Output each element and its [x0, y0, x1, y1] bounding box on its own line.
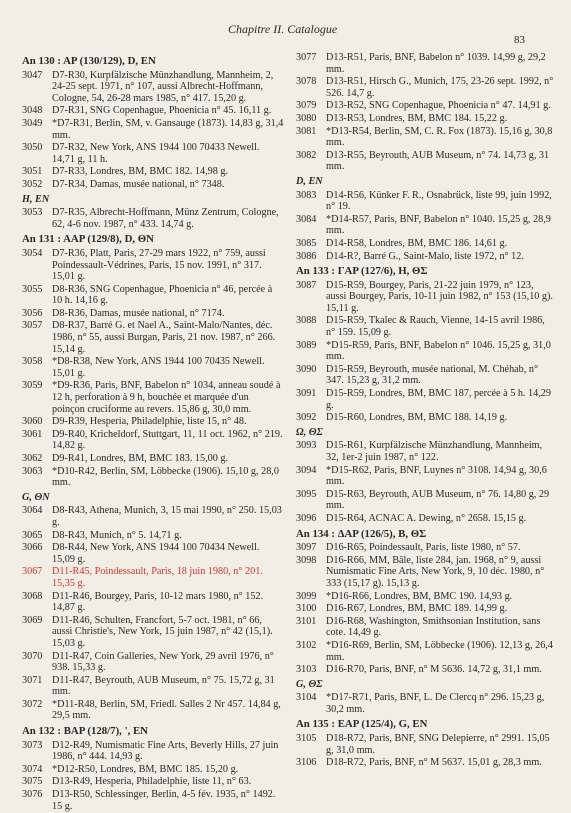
catalogue-entry	[22, 179, 284, 191]
year-heading: An 135 : EAP (125/4), G, EN	[296, 718, 428, 731]
catalogue-entry	[296, 440, 554, 463]
sub-heading: G, ΘΣ	[296, 678, 323, 690]
entry-text: *D15-R62, Paris, BNF, Luynes n° 3108. 14,94 g, 30,6 mm.	[326, 464, 547, 488]
running-title: Chapitre II. Catalogue	[228, 22, 338, 36]
entry-text: *D8-R38, New York, ANS 1944 100 70435 Newell. 15,01 g.	[52, 356, 265, 379]
entry-number: 3101	[296, 615, 317, 627]
catalogue-entry	[296, 733, 554, 756]
entry-number: 3056	[22, 307, 43, 319]
catalogue-entry	[22, 105, 284, 117]
entry-number: 3062	[22, 453, 43, 464]
entry-text: D8-R36, SNG Copenhague, Phoenicia n° 46, percée à 10 h. 14,16 g.	[52, 283, 273, 307]
entry-text: D8-R36, Damas, musée national, n° 7174.	[52, 307, 225, 319]
year-heading: An 133 : ΓAP (127/6), H, ΘΣ	[296, 265, 428, 278]
entry-number: 3098	[296, 554, 317, 566]
entry-text: D8-R43, Munich, n° 5. 14,71 g.	[52, 529, 182, 541]
entry-text: D7-R35, Albrecht-Hoffmann, Münz Zentrum, Cologne, 62, 4-6 nov. 1987, n° 433. 14,74 g.	[52, 207, 279, 230]
catalogue-entry	[296, 76, 554, 99]
entry-text: D15-R59, Bourgey, Paris, 21-22 juin 1979, n° 123, aussi Bourgey, Paris, 10-11 juin 1982, n° 153 (15,10 g). 15,11 g.	[326, 279, 553, 314]
catalogue-entry	[296, 340, 554, 363]
entry-number: 3082	[296, 149, 317, 161]
entry-number: 3095	[296, 488, 317, 500]
entry-number: 3054	[22, 247, 43, 259]
entry-number: 3094	[296, 464, 317, 476]
entry-number: 3079	[296, 100, 317, 112]
entry-text: *D16-R66, Londres, BM, BMC 190. 14,93 g.	[326, 590, 513, 602]
entry-number: 3102	[296, 639, 317, 651]
entry-number: 3080	[296, 112, 317, 124]
entry-text: D11-R46, Schulten, Francfort, 5-7 oct. 1981, n° 66, aussi Christie's, New York, 15 juin 1987, n° 42 (15,1). 15,03 g.	[52, 614, 273, 649]
catalogue-entry	[296, 412, 554, 424]
catalogue-entry	[22, 615, 284, 650]
entry-number: 3071	[22, 674, 43, 686]
entry-text: *D12-R50, Londres, BM, BMC 185. 15,20 g.	[52, 763, 239, 775]
page-header	[0, 22, 571, 52]
catalogue-entry	[296, 214, 554, 237]
catalogue-entry	[22, 530, 284, 542]
entry-text: D11-R47, Coin Galleries, New York, 29 avril 1976, n° 938. 15,33 g.	[52, 650, 274, 674]
catalogue-entry	[22, 740, 284, 763]
entry-text: D7-R34, Damas, musée national, n° 7348.	[52, 178, 225, 190]
entry-number: 3083	[296, 189, 317, 201]
year-heading: An 131 : AAP (129/8), D, ΘΝ	[22, 233, 154, 246]
entry-text: *D16-R69, Berlin, SM, Löbbecke (1906). 12,13 g, 26,4 mm.	[326, 639, 553, 663]
entry-number: 3050	[22, 142, 43, 154]
entry-number: 3066	[22, 542, 43, 554]
entry-number: 3058	[22, 356, 43, 368]
catalogue-entry	[296, 757, 554, 769]
catalogue-entry	[22, 118, 284, 141]
catalogue-entry	[296, 388, 554, 411]
catalogue-entry	[296, 251, 554, 263]
entry-text: D13-R55, Beyrouth, AUB Museum, n° 74. 14,73 g, 31 mm.	[326, 149, 550, 173]
catalogue-entry	[296, 315, 554, 338]
left-column	[22, 52, 284, 813]
entry-number: 3052	[22, 178, 43, 190]
entry-text: D7-R30, Kurpfälzische Münzhandlung, Mannheim, 2, 24-25 sept. 1971, n° 107, aussi Albrecht-Hoffmann, Cologne, 54, 26-28 mars 1985, n° 417. 15,20 g.	[52, 69, 274, 104]
entry-text: D9-R40, Kricheldorf, Stuttgart, 11, 11 oct. 1962, n° 219. 14,82 g.	[52, 428, 283, 452]
entry-number: 3073	[22, 739, 43, 751]
catalogue-entry	[22, 651, 284, 674]
catalogue-entry	[296, 100, 554, 112]
entry-text: D15-R60, Londres, BM, BMC 188. 14,19 g.	[326, 412, 508, 424]
catalogue-entry	[22, 505, 284, 528]
entry-text: D15-R64, ACNAC A. Dewing, n° 2658. 15,15 g.	[326, 512, 527, 524]
entry-number: 3072	[22, 698, 43, 710]
year-heading: An 134 : ΔAP (126/5), B, ΘΣ	[296, 527, 427, 540]
entry-number: 3069	[22, 614, 43, 626]
entry-text: D12-R49, Numismatic Fine Arts, Beverly Hills, 27 juin 1986, n° 444. 14,93 g.	[52, 739, 279, 763]
right-column	[296, 52, 554, 770]
catalogue-entry	[22, 207, 284, 230]
sub-heading: G, ΘΝ	[22, 491, 50, 503]
entry-number: 3074	[22, 763, 43, 775]
entry-number: 3063	[22, 465, 43, 477]
entry-number: 3048	[22, 105, 43, 117]
entry-text: D13-R51, Hirsch G., Munich, 175, 23-26 sept. 1992, n° 526. 14,7 g.	[326, 76, 554, 99]
entry-text: D14-R58, Londres, BM, BMC 186. 14,61 g.	[326, 237, 508, 249]
entry-text: D15-R61, Kurpfälzische Münzhandlung, Mannheim, 32, 1er-2 juin 1987, n° 122.	[326, 440, 543, 463]
catalogue-entry	[296, 489, 554, 512]
sub-heading: D, EN	[296, 175, 323, 187]
catalogue-entry	[296, 591, 554, 603]
entry-number: 3078	[296, 76, 317, 88]
entry-text: D16-R67, Londres, BM, BMC 189. 14,99 g.	[326, 603, 508, 615]
entry-number: 3092	[296, 412, 317, 424]
catalogue-entry	[296, 364, 554, 387]
catalogue-entry	[296, 692, 554, 715]
catalogue-entry	[296, 555, 554, 590]
entry-number: 3076	[22, 789, 43, 801]
entry-text: D15-R59, Londres, BM, BMC 187, percée à 5 h. 14,29 g.	[326, 388, 551, 411]
entry-text: D7-R32, New York, ANS 1944 100 70433 Newell. 14,71 g, 11 h.	[52, 142, 260, 165]
entry-text: *D15-R59, Paris, BNF, Babelon n° 1046. 15,25 g, 31,0 mm.	[326, 339, 551, 363]
entry-number: 3061	[22, 428, 43, 440]
entry-text: D8-R43, Athena, Munich, 3, 15 mai 1990, n° 250. 15,03 g.	[52, 505, 282, 528]
entry-text: *D11-R48, Berlin, SM, Friedl. Salles 2 Nr 457. 14,84 g, 29,5 mm.	[52, 698, 281, 722]
entry-number: 3070	[22, 650, 43, 662]
entry-text: D16-R66, MM, Bâle, liste 284, jan. 1968, n° 9, aussi Numismatic Fine Arts, New York, 9, 10 déc. 1980, n° 333 (15,17 g). 15,13 g.	[326, 554, 545, 589]
entry-text: D15-R59, Beyrouth, musée national, M. Chéhab, n° 347. 15,23 g, 31,2 mm.	[326, 363, 539, 387]
entry-number: 3104	[296, 692, 317, 704]
catalogue-entry	[22, 789, 284, 812]
entry-number: 3068	[22, 590, 43, 602]
entry-text: D15-R63, Beyrouth, AUB Museum, n° 76. 14,80 g, 29 mm.	[326, 488, 550, 512]
entry-text: D9-R39, Hesperia, Philadelphie, liste 15, n° 48.	[52, 416, 247, 428]
entry-text: *D10-R42, Berlin, SM, Löbbecke (1906). 15,10 g, 28,0 mm.	[52, 465, 279, 489]
catalogue-entry	[296, 190, 554, 213]
entry-number: 3097	[296, 542, 317, 554]
catalogue-entry	[296, 126, 554, 149]
entry-number: 3100	[296, 603, 317, 615]
catalogue-entry	[296, 616, 554, 639]
year-heading: An 130 : AP (130/129), D, EN	[22, 55, 156, 67]
entry-number: 3075	[22, 776, 43, 788]
entry-text: D14-R56, Künker F. R., Osnabrück, liste 99, juin 1992, n° 19.	[326, 189, 552, 213]
catalogue-entry	[296, 640, 554, 663]
entry-text: D13-R53, Londres, BM, BMC 184. 15,22 g.	[326, 112, 508, 124]
entry-text: D7-R33, Londres, BM, BMC 182. 14,98 g.	[52, 166, 229, 178]
entry-text: *D9-R36, Paris, BNF, Babelon n° 1034, anneau soudé à 12 h, perforation à 9 h, bouchée et marquée d'un poinçon cruciforme au revers. 15,86 g, 30,0 mm.	[52, 380, 281, 415]
entry-text: D7-R36, Platt, Paris, 27-29 mars 1922, n° 759, aussi Poindessault-Védrines, Paris, 15 nov. 1991, n° 317. 15,01 g.	[52, 247, 266, 283]
entry-number: 3057	[22, 320, 43, 332]
catalogue-entry	[22, 776, 284, 788]
entry-text: D16-R68, Washington, Smithsonian Institution, sans cote. 14,49 g.	[326, 615, 541, 639]
entry-number: 3103	[296, 664, 317, 676]
entry-text: D13-R51, Paris, BNF, Babelon n° 1039. 14,99 g, 29,2 mm.	[326, 52, 546, 75]
entry-number: 3106	[296, 757, 317, 769]
entry-number: 3084	[296, 213, 317, 225]
catalogue-entry	[22, 542, 284, 565]
catalogue-entry	[296, 113, 554, 125]
entry-text: *D14-R57, Paris, BNF, Babelon n° 1040. 15,25 g, 28,9 mm.	[326, 213, 551, 237]
entry-number: 3065	[22, 529, 43, 541]
entry-text: D13-R49, Hesperia, Philadelphie, liste 11, n° 63.	[52, 776, 252, 788]
catalogue-entry	[22, 764, 284, 776]
entry-text: D18-R72, Paris, BNF, SNG Delepierre, n° 2991. 15,05 g, 31,0 mm.	[326, 733, 550, 756]
entry-number: 3055	[22, 283, 43, 295]
catalogue-entry	[22, 284, 284, 307]
entry-text: D15-R59, Tkalec & Rauch, Vienne, 14-15 avril 1986, n° 159. 15,09 g.	[326, 315, 545, 339]
catalogue-entry	[22, 591, 284, 614]
entry-number: 3077	[296, 52, 317, 63]
entry-text: *D13-R54, Berlin, SM, C. R. Fox (1873). 15,16 g, 30,8 mm.	[326, 125, 553, 149]
entry-number: 3088	[296, 315, 317, 327]
entry-number: 3067	[22, 566, 43, 578]
entry-number: 3093	[296, 440, 317, 452]
entry-text: D9-R41, Londres, BM, BMC 183. 15,00 g.	[52, 453, 229, 464]
catalogue-entry	[22, 429, 284, 452]
entry-number: 3099	[296, 590, 317, 602]
catalogue-entry	[22, 453, 284, 465]
year-heading: An 132 : BAP (128/7), ', EN	[22, 725, 148, 738]
entry-number: 3086	[296, 250, 317, 262]
catalogue-entry	[296, 150, 554, 173]
entry-number: 3085	[296, 237, 317, 249]
catalogue-entry	[22, 320, 284, 355]
entry-text: *D17-R71, Paris, BNF, L. De Clercq n° 296. 15,23 g, 30,2 mm.	[326, 692, 545, 715]
entry-number: 3064	[22, 505, 43, 517]
entry-text: D16-R65, Poindessault, Paris, liste 1980, n° 57.	[326, 542, 521, 554]
catalogue-entry	[22, 70, 284, 105]
entry-text: D18-R72, Paris, BNF, n° M 5637. 15,01 g, 28,3 mm.	[326, 757, 542, 769]
entry-number: 3051	[22, 166, 43, 178]
catalogue-entry	[22, 308, 284, 320]
catalogue-entry	[22, 142, 284, 165]
entry-number: 3096	[296, 512, 317, 524]
catalogue-entry	[22, 466, 284, 489]
entry-text: *D7-R31, Berlin, SM, v. Gansauge (1873). 14,83 g, 31,4 mm.	[52, 117, 284, 141]
entry-number: 3053	[22, 207, 43, 219]
entry-number: 3090	[296, 363, 317, 375]
entry-number: 3059	[22, 380, 43, 392]
catalogue-entry	[22, 380, 284, 415]
catalogue-entry	[22, 566, 284, 589]
entry-text: D7-R31, SNG Copenhague, Phoenicia n° 45. 16,11 g.	[52, 105, 272, 117]
catalogue-entry	[22, 248, 284, 283]
entry-number: 3049	[22, 117, 43, 129]
entry-number: 3087	[296, 279, 317, 291]
catalogue-entry	[296, 603, 554, 615]
entry-text: D13-R52, SNG Copenhague, Phoenicia n° 47. 14,91 g.	[326, 100, 551, 112]
catalogue-entry	[296, 513, 554, 525]
entry-number: 3047	[22, 69, 43, 81]
entry-number: 3091	[296, 388, 317, 400]
catalogue-entry	[22, 166, 284, 178]
catalogue-entry	[22, 356, 284, 379]
entry-text: D16-R70, Paris, BNF, n° M 5636. 14,72 g, 31,1 mm.	[326, 664, 542, 676]
catalogue-entry	[296, 238, 554, 250]
sub-heading: H, EN	[22, 193, 50, 205]
catalogue-entry	[22, 675, 284, 698]
catalogue-entry	[296, 52, 554, 75]
catalogue-entry	[22, 699, 284, 722]
sub-heading: Ω, ΘΣ	[296, 426, 323, 438]
entry-number: 3105	[296, 733, 317, 745]
entry-number: 3060	[22, 416, 43, 428]
catalogue-entry	[296, 664, 554, 676]
entry-number: 3081	[296, 125, 317, 137]
page-number: 83	[514, 34, 525, 46]
entry-text: D11-R45, Poindessault, Paris, 18 juin 1980, n° 201. 15,35 g.	[52, 566, 263, 589]
entry-text: D8-R44, New York, ANS 1944 100 70434 Newell. 15,09 g.	[52, 542, 260, 565]
catalogue-entry	[296, 542, 554, 554]
entry-number: 3089	[296, 339, 317, 351]
catalogue-entry	[22, 416, 284, 428]
entry-text: D11-R47, Beyrouth, AUB Museum, n° 75. 15,72 g, 31 mm.	[52, 674, 275, 698]
catalogue-entry	[296, 465, 554, 488]
entry-text: D13-R50, Schlessinger, Berlin, 4-5 fév. 1935, n° 1492. 15 g.	[52, 789, 276, 812]
entry-text: D8-R37, Barré G. et Nael A., Saint-Malo/Nantes, déc. 1986, n° 55, aussi Burgan, Paris, 21 nov. 1987, n° 266. 15,14 g.	[52, 320, 276, 355]
catalogue-entry	[296, 280, 554, 315]
entry-text: D14-R?, Barré G., Saint-Malo, liste 1972, n° 12.	[326, 250, 524, 262]
entry-text: D11-R46, Bourgey, Paris, 10-12 mars 1980, n° 152. 14,87 g.	[52, 590, 264, 614]
